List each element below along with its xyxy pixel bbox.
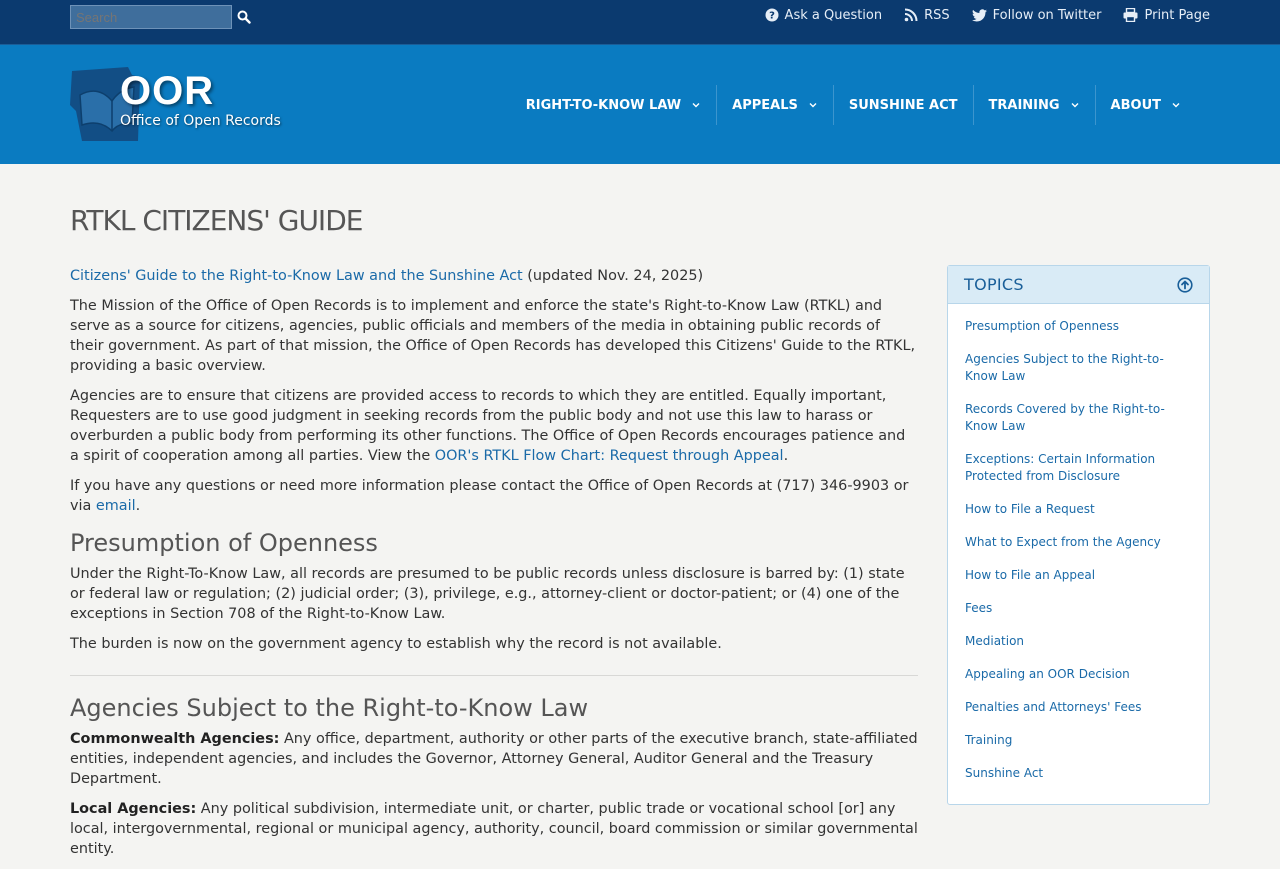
topic-link-file-appeal[interactable]: How to File an Appeal [965, 568, 1096, 582]
chevron-down-icon [1171, 100, 1181, 110]
nav-training[interactable] [973, 85, 1095, 125]
agencies-paragraph: Agencies are to ensure that citizens are provided access to records to which they are entitled. Equally important, Requesters are to use good judgment in seeking records from the public body and not use this law to harass or overburden a public body from performing its other functions. The Office of Open Records encourages patience and a spirit of cooperation among all parties. View the OOR's RTKL Flow Chart: Request through Appeal. [70, 388, 906, 464]
contact-paragraph: If you have any questions or need more information please contact the Office of Open Records at (717) 346-9903 or via email. [70, 478, 909, 514]
nav-label: SUNSHINE ACT [848, 97, 958, 113]
twitter-icon [972, 9, 987, 22]
topic-link-agencies[interactable]: Agencies Subject to the Right-to-Know Law [965, 352, 1164, 383]
page-title: RTKL CITIZENS' GUIDE [70, 204, 363, 237]
presumption-paragraph: Under the Right-To-Know Law, all records are presumed to be public records unless disclosure is barred by: (1) state or federal law or regulation; (2) judicial order; (3), privilege, e.g., attorney-client or doctor-patient; or (4) one of the exceptions in Section 708 of the Right-to-Know Law. [70, 566, 905, 622]
nav-sunshine-act[interactable] [833, 85, 973, 125]
topics-sidebar [947, 265, 1210, 805]
nav-label: APPEALS [732, 97, 798, 113]
contact-text: If you have any questions or need more information please contact the Office of Open Records at (717) 346-9903 or via [70, 478, 909, 514]
ask-question-link[interactable] [765, 8, 883, 23]
print-icon [1123, 8, 1138, 22]
topic-link-training[interactable]: Training [965, 733, 1013, 747]
nav-label: ABOUT [1110, 97, 1161, 113]
arrow-up-circle-icon[interactable] [1177, 277, 1193, 293]
topics-title: TOPICS [964, 275, 1024, 294]
topic-link-presumption[interactable]: Presumption of Openness [965, 319, 1119, 333]
topic-link-fees[interactable]: Fees [965, 601, 993, 615]
section-divider [70, 675, 918, 676]
intro-paragraph [70, 266, 918, 286]
chevron-down-icon [808, 100, 818, 110]
topic-link-penalties[interactable]: Penalties and Attorneys' Fees [965, 700, 1142, 714]
nav-appeals[interactable] [716, 85, 833, 125]
citizens-guide-link[interactable]: Citizens' Guide to the Right-to-Know Law and the Sunshine Act [70, 268, 523, 284]
search-icon[interactable] [237, 9, 253, 25]
search-input[interactable] [70, 5, 232, 29]
nav-label: TRAINING [988, 97, 1060, 113]
topic-link-mediation[interactable]: Mediation [965, 634, 1025, 648]
local-label: Local Agencies: [70, 801, 197, 817]
logo-subtitle: Office of Open Records [120, 113, 281, 129]
question-circle-icon [765, 8, 779, 22]
rss-link[interactable] [904, 8, 950, 23]
chevron-down-icon [691, 100, 701, 110]
commonwealth-paragraph [70, 729, 918, 789]
site-header [0, 44, 1280, 164]
twitter-label: Follow on Twitter [992, 7, 1102, 23]
agencies-text: Agencies are to ensure that citizens are provided access to records to which they are entitled. Equally important, Requesters are to use good judgment in seeking records from the public body and not use this law to harass or overburden a public body from performing its other functions. The Office of Open Records encourages patience and a spirit of cooperation among all parties. View the [70, 388, 906, 464]
rss-label: RSS [924, 7, 950, 23]
nav-about[interactable] [1095, 85, 1196, 125]
topics-list [948, 304, 1209, 782]
mission-paragraph: The Mission of the Office of Open Records is to implement and enforce the state's Right-to-Know Law (RTKL) and serve as a source for citizens, agencies, public officials and members of the media in obtaining public records of their government. As part of that mission, the Office of Open Records has developed this Citizens' Guide to the RTKL, providing a basic overview. [70, 298, 916, 374]
print-page-link[interactable] [1123, 8, 1210, 23]
commonwealth-label: Commonwealth Agencies: [70, 731, 280, 747]
local-agencies-paragraph [70, 799, 918, 859]
site-logo[interactable] [70, 65, 290, 145]
topic-link-what-to-expect[interactable]: What to Expect from the Agency [965, 535, 1161, 549]
topic-link-sunshine-act[interactable]: Sunshine Act [965, 766, 1044, 780]
topics-header [948, 266, 1209, 304]
flow-chart-link[interactable]: OOR's RTKL Flow Chart: Request through Appeal [434, 448, 784, 464]
print-page-label: Print Page [1144, 7, 1210, 23]
nav-label: RIGHT-TO-KNOW LAW [525, 97, 682, 113]
ask-question-label: Ask a Question [784, 7, 883, 23]
svg-text:?: ? [768, 10, 775, 22]
email-link[interactable]: email [95, 498, 136, 514]
commonwealth-text: Any office, department, authority or other parts of the executive branch, state-affiliated entities, independent agencies, and includes the Governor, Attorney General, Auditor General and the Treasury Department. [70, 731, 918, 787]
intro-updated-text: (updated Nov. 24, 2025) [522, 268, 704, 284]
main-navigation [511, 85, 1196, 125]
topic-link-exceptions[interactable]: Exceptions: Certain Information Protected from Disclosure [965, 452, 1156, 483]
nav-right-to-know-law[interactable] [511, 85, 716, 125]
section-heading-agencies: Agencies Subject to the Right-to-Know Law [70, 694, 589, 722]
burden-paragraph: The burden is now on the government agency to establish why the record is not available. [70, 636, 722, 652]
topic-link-appealing-decision[interactable]: Appealing an OOR Decision [965, 667, 1130, 681]
utility-links [765, 0, 1210, 30]
local-text: Any political subdivision, intermediate unit, or charter, public trade or vocational school [or] any local, intergovernmental, regional or municipal agency, authority, council, board commission or similar governmental entity. [70, 801, 918, 857]
main-content [70, 204, 918, 869]
chevron-down-icon [1070, 100, 1080, 110]
logo-title: OOR [120, 69, 215, 113]
utility-bar [0, 0, 1280, 44]
topic-link-records[interactable]: Records Covered by the Right-to-Know Law [965, 402, 1165, 433]
section-heading-presumption: Presumption of Openness [70, 529, 378, 557]
topic-link-file-request[interactable]: How to File a Request [965, 502, 1095, 516]
twitter-link[interactable] [972, 8, 1102, 23]
rss-icon [904, 8, 918, 22]
